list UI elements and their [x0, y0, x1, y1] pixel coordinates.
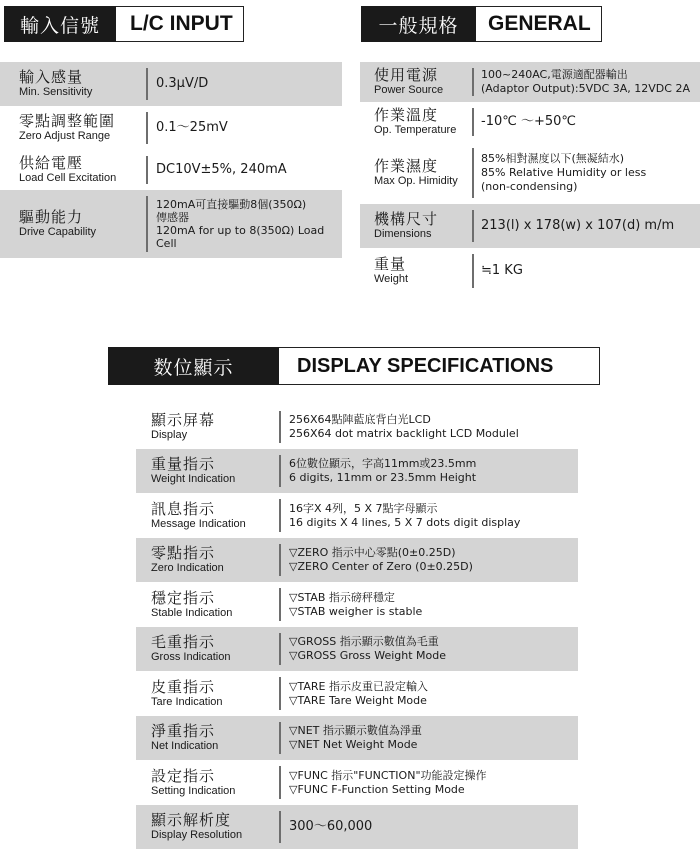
general-header-zh: 一般規格	[361, 6, 476, 42]
row-value	[281, 582, 422, 627]
value-line-en: 6 digits, 11mm or 23.5mm Height	[289, 471, 477, 484]
row-label	[136, 405, 281, 449]
lc-row-zero-adjust	[0, 106, 342, 150]
value-line: (Adaptor Output):5VDC 3A, 12VDC 2A	[481, 82, 690, 95]
value-line: 傳感器	[156, 211, 189, 224]
row-label	[136, 493, 281, 538]
label-en: Max Op. Himidity	[374, 175, 458, 187]
value-text: 213(l) x 178(w) x 107(d) m/m	[481, 218, 675, 233]
label-en: Drive Capability	[19, 226, 97, 238]
label-en: Net Indication	[151, 740, 219, 752]
value-line-zh: 256X64點陣藍底背白光LCD	[289, 413, 431, 426]
row-value	[148, 106, 228, 150]
label-zh: 毛重指示	[151, 633, 216, 651]
disp-row	[136, 671, 578, 716]
disp-row	[136, 582, 578, 627]
value-line-zh: 16字X 4列，5 X 7點字母顯示	[289, 501, 438, 515]
gen-row-weight	[360, 248, 700, 294]
label-en: Gross Indication	[151, 651, 231, 663]
label-zh: 使用電源	[374, 66, 439, 84]
value-line-zh: ▽FUNC 指示"FUNCTION"功能設定操作	[289, 768, 487, 782]
value-line-zh: ▽NET 指示顯示數值為淨重	[289, 724, 422, 737]
row-value	[474, 102, 576, 142]
value-text: 0.1～25mV	[156, 120, 228, 135]
label-zh: 顯示解析度	[151, 811, 232, 829]
label-en: Stable Indication	[151, 606, 233, 619]
general-table	[360, 62, 700, 294]
label-zh: 皮重指示	[151, 677, 216, 696]
row-label	[360, 248, 474, 294]
row-label	[360, 204, 474, 248]
row-value	[474, 204, 674, 248]
label-en: Tare Indication	[151, 695, 223, 708]
gen-row-humidity	[360, 142, 700, 204]
label-zh: 淨重指示	[151, 722, 216, 740]
row-value	[474, 142, 646, 204]
disp-row	[136, 449, 578, 493]
lc-input-header-en: L/C INPUT	[116, 6, 244, 42]
row-label	[360, 62, 474, 102]
general-header	[361, 6, 602, 42]
display-table	[136, 405, 578, 849]
disp-row	[136, 716, 578, 760]
label-zh: 作業濕度	[374, 157, 439, 175]
label-en: Display	[151, 429, 188, 441]
label-zh: 驅動能力	[19, 208, 84, 226]
value-line: 120mA可直接驅動8個(350Ω)	[156, 198, 307, 211]
label-en: Weight Indication	[151, 473, 236, 485]
label-en: Message Indication	[151, 517, 246, 530]
label-zh: 零點調整範圍	[19, 112, 116, 130]
label-zh: 設定指示	[151, 766, 216, 785]
value-line: (non-condensing)	[481, 180, 578, 193]
label-en: Zero Adjust Range	[19, 130, 111, 142]
row-value	[281, 760, 487, 805]
label-en: Setting Indication	[151, 784, 236, 797]
disp-row	[136, 760, 578, 805]
label-zh: 零點指示	[151, 544, 216, 562]
label-zh: 機構尺寸	[374, 210, 439, 228]
row-label	[136, 805, 281, 849]
value-line-en: ▽NET Net Weight Mode	[289, 738, 418, 751]
general-header-en: GENERAL	[476, 6, 602, 42]
lc-input-table	[0, 62, 342, 258]
label-zh: 供給電壓	[19, 154, 84, 172]
label-en: Dimensions	[374, 228, 432, 240]
row-value	[281, 671, 428, 716]
value-text: -10℃ ～+50℃	[481, 114, 576, 129]
row-label	[360, 102, 474, 142]
row-value	[281, 716, 422, 760]
disp-row	[136, 538, 578, 582]
row-value	[281, 449, 476, 493]
row-label	[136, 449, 281, 493]
row-value	[281, 805, 372, 849]
lc-input-header	[4, 6, 244, 42]
row-value	[281, 538, 473, 582]
display-header-en: DISPLAY SPECIFICATIONS	[279, 347, 600, 385]
row-label	[136, 538, 281, 582]
gen-row-temperature	[360, 102, 700, 142]
value-line-en: 256X64 dot matrix backlight LCD Modulel	[289, 427, 519, 440]
value-line-en: ▽STAB weigher is stable	[289, 604, 423, 618]
value-line: 100~240AC,電源適配器輸出	[481, 68, 628, 81]
value-line: 85% Relative Humidity or less	[481, 166, 647, 179]
label-en: Power Source	[374, 84, 444, 96]
row-value	[281, 405, 519, 449]
row-value	[474, 248, 523, 294]
value-line-zh: 6位數位顯示，字高11mm或23.5mm	[289, 457, 477, 470]
label-en: Zero Indication	[151, 562, 224, 574]
disp-row	[136, 405, 578, 449]
row-label	[0, 62, 148, 106]
value-line-zh: ▽TARE 指示皮重已設定輸入	[289, 679, 428, 693]
label-zh: 顯示屏幕	[151, 411, 216, 429]
value-line-en: ▽GROSS Gross Weight Mode	[289, 649, 447, 662]
label-zh: 重量指示	[151, 455, 216, 473]
row-label	[136, 582, 281, 627]
value-line-zh: ▽STAB 指示磅秤穩定	[289, 590, 395, 604]
row-label	[0, 106, 148, 150]
gen-row-dimensions	[360, 204, 700, 248]
lc-input-header-zh: 輸入信號	[4, 6, 116, 42]
value-line: Cell	[156, 237, 177, 250]
value-line-zh: ▽GROSS 指示顯示數值為毛重	[289, 635, 439, 648]
lc-row-drive	[0, 190, 342, 258]
value-line-zh: ▽ZERO 指示中心零點(0±0.25D)	[289, 546, 456, 559]
value-line-en: 16 digits X 4 lines, 5 X 7 dots digit display	[289, 515, 521, 529]
row-value	[148, 190, 324, 258]
row-label	[0, 150, 148, 190]
disp-row	[136, 627, 578, 671]
disp-row	[136, 805, 578, 849]
row-value	[148, 62, 208, 106]
row-value	[281, 493, 520, 538]
row-label	[360, 142, 474, 204]
disp-row	[136, 493, 578, 538]
value-line-en: ▽FUNC F-Function Setting Mode	[289, 782, 465, 796]
value-text: 300～60,000	[289, 819, 373, 834]
label-zh: 輸入感量	[19, 68, 84, 86]
row-value	[148, 150, 287, 190]
value-line-en: ▽TARE Tare Weight Mode	[289, 693, 427, 707]
gen-row-power	[360, 62, 700, 102]
row-value	[474, 62, 690, 102]
value-line-en: ▽ZERO Center of Zero (0±0.25D)	[289, 560, 473, 573]
display-header	[108, 347, 600, 385]
label-zh: 訊息指示	[151, 499, 216, 518]
value-text: ≒1 KG	[481, 263, 523, 278]
lc-row-sensitivity	[0, 62, 342, 106]
label-en: Op. Temperature	[374, 124, 457, 136]
label-en: Min. Sensitivity	[19, 86, 93, 98]
label-en: Load Cell Excitation	[19, 172, 117, 184]
value-line: 120mA for up to 8(350Ω) Load	[156, 224, 325, 237]
display-header-zh: 数位顯示	[108, 347, 279, 385]
row-label	[136, 671, 281, 716]
label-en: Weight	[374, 273, 409, 285]
row-label	[0, 190, 148, 258]
lc-row-excitation	[0, 150, 342, 190]
value-text: DC10V±5%, 240mA	[156, 162, 287, 177]
label-zh: 穩定指示	[151, 588, 216, 607]
value-text: 0.3μV/D	[156, 76, 209, 91]
row-label	[136, 760, 281, 805]
label-zh: 重量	[374, 255, 407, 273]
label-zh: 作業溫度	[374, 106, 439, 124]
row-label	[136, 627, 281, 671]
row-label	[136, 716, 281, 760]
label-en: Display Resolution	[151, 829, 243, 841]
row-value	[281, 627, 446, 671]
value-line: 85%相對濕度以下(無凝結水)	[481, 152, 625, 165]
